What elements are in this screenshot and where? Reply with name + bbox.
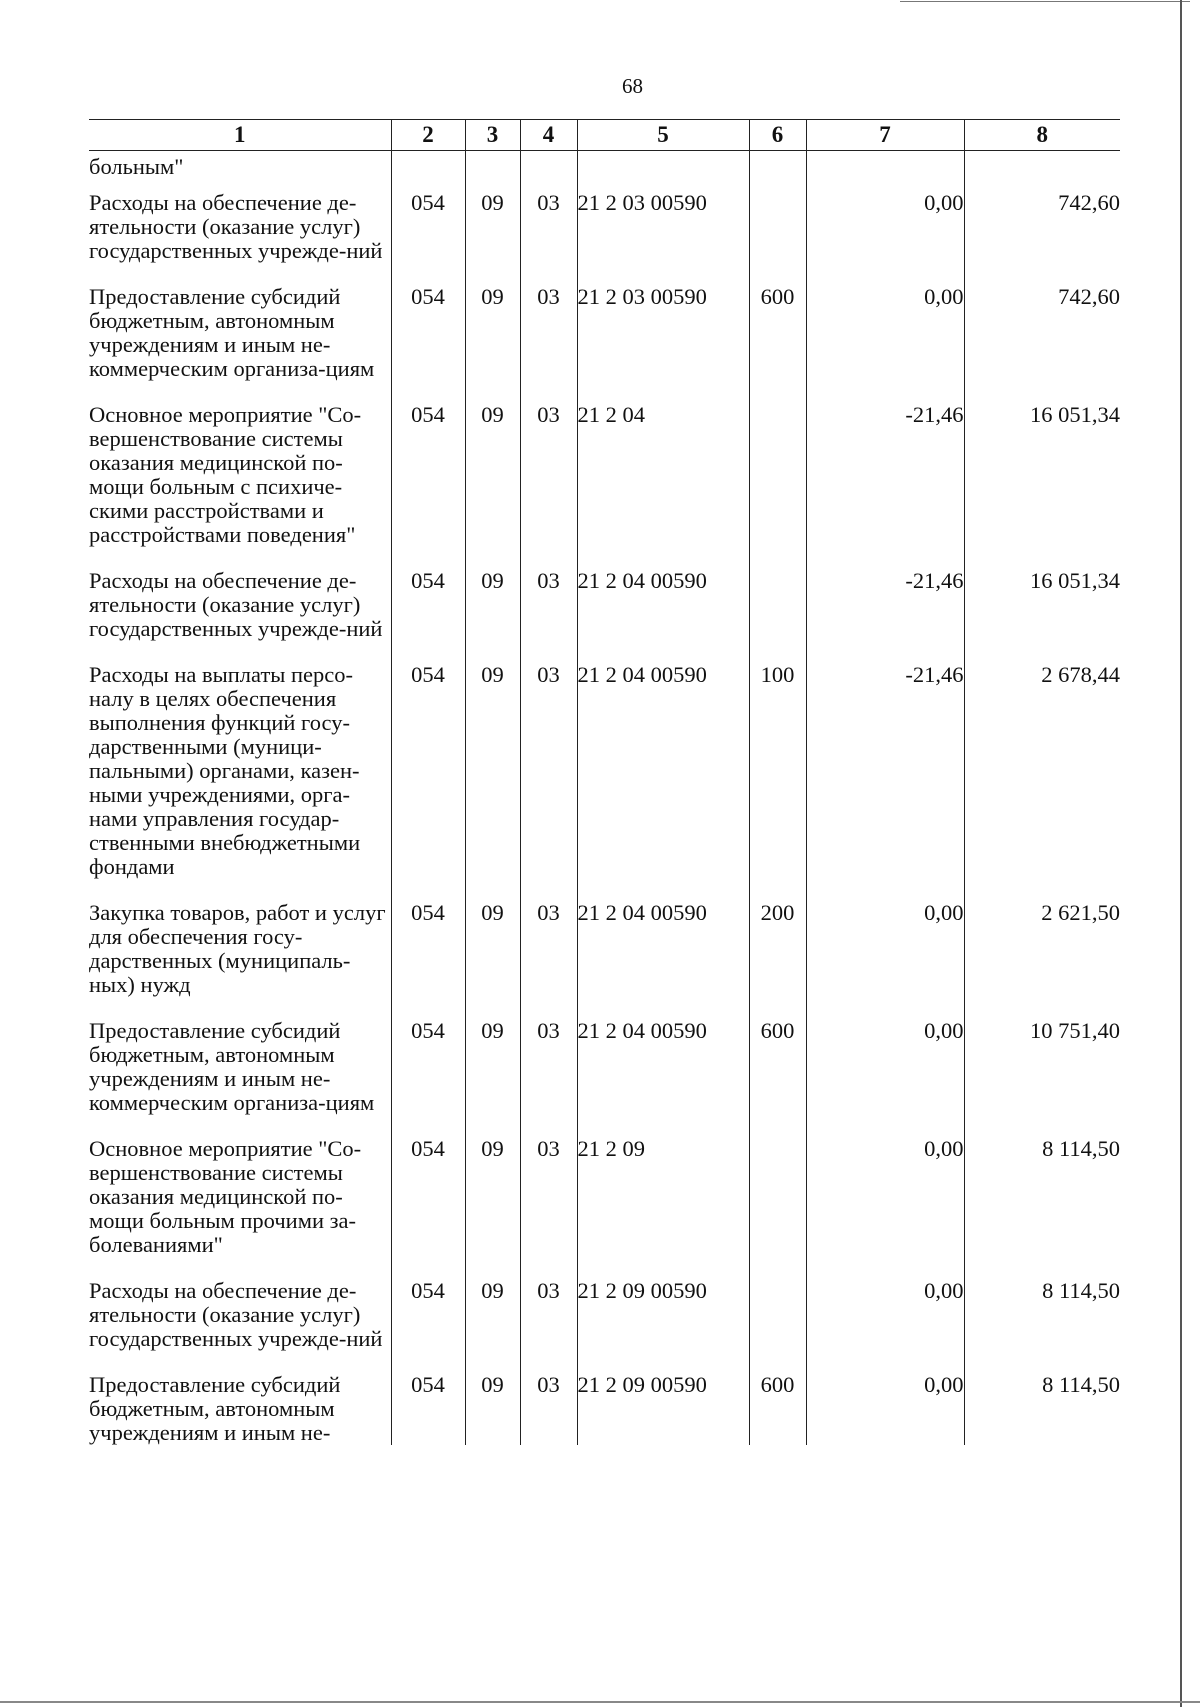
- table-row: [89, 1137, 1120, 1279]
- row-section-cell: 09: [465, 663, 520, 901]
- table-row: [89, 191, 1120, 285]
- header-cell-4: 4: [520, 120, 577, 151]
- row-name-cell: Расходы на обеспечение де-ятельности (оказание услуг) государственных учрежде-ний: [89, 569, 391, 663]
- row-name-cell: Предоставление субсидий бюджетным, автономным учреждениям и иным не-: [89, 1373, 391, 1445]
- row-grbs-code-cell: 054: [391, 1373, 465, 1445]
- row-section-cell: 09: [465, 901, 520, 1019]
- row-expense-type-cell: [749, 191, 806, 285]
- header-cell-3: 3: [465, 120, 520, 151]
- row-change-amount-cell: -21,46: [806, 569, 964, 663]
- table-body: [89, 151, 1120, 1446]
- row-expense-type-cell: 600: [749, 1373, 806, 1445]
- row-subsection-cell: 03: [520, 1137, 577, 1279]
- row-change-amount-cell: 0,00: [806, 1019, 964, 1137]
- row-grbs-code-cell: 054: [391, 191, 465, 285]
- row-grbs-code-cell: 054: [391, 569, 465, 663]
- row-name-cell: Расходы на обеспечение де-ятельности (оказание услуг) государственных учрежде-ний: [89, 191, 391, 285]
- table-row: [89, 1279, 1120, 1373]
- row-change-amount-cell: [806, 151, 964, 192]
- row-total-amount-cell: 742,60: [964, 191, 1120, 285]
- row-grbs-code-cell: 054: [391, 1137, 465, 1279]
- row-section-cell: [465, 151, 520, 192]
- row-total-amount-cell: 16 051,34: [964, 569, 1120, 663]
- row-subsection-cell: 03: [520, 1019, 577, 1137]
- row-subsection-cell: 03: [520, 569, 577, 663]
- header-row: [89, 120, 1120, 151]
- row-change-amount-cell: 0,00: [806, 285, 964, 403]
- table-row: [89, 901, 1120, 1019]
- row-target-article-cell: 21 2 04 00590: [577, 569, 749, 663]
- row-grbs-code-cell: [391, 151, 465, 192]
- table-row: [89, 151, 1120, 192]
- row-total-amount-cell: 16 051,34: [964, 403, 1120, 569]
- row-grbs-code-cell: 054: [391, 901, 465, 1019]
- scan-edge-right: [1180, 0, 1182, 1707]
- row-subsection-cell: 03: [520, 1373, 577, 1445]
- row-section-cell: 09: [465, 403, 520, 569]
- scan-edge-bottom: [0, 1701, 1200, 1703]
- row-name-cell: больным": [89, 151, 391, 192]
- row-expense-type-cell: [749, 403, 806, 569]
- row-grbs-code-cell: 054: [391, 1279, 465, 1373]
- row-name-cell: Закупка товаров, работ и услуг для обеспечения госу-дарственных (муниципаль-ных) нужд: [89, 901, 391, 1019]
- row-expense-type-cell: 600: [749, 285, 806, 403]
- row-expense-type-cell: [749, 569, 806, 663]
- row-total-amount-cell: 8 114,50: [964, 1373, 1120, 1445]
- row-grbs-code-cell: 054: [391, 403, 465, 569]
- row-total-amount-cell: 742,60: [964, 285, 1120, 403]
- row-name-cell: Основное мероприятие "Со-вершенствование системы оказания медицинской по-мощи больным прочими за-болеваниями": [89, 1137, 391, 1279]
- header-cell-7: 7: [806, 120, 964, 151]
- row-section-cell: 09: [465, 1279, 520, 1373]
- row-total-amount-cell: 2 621,50: [964, 901, 1120, 1019]
- row-subsection-cell: [520, 151, 577, 192]
- row-subsection-cell: 03: [520, 191, 577, 285]
- row-target-article-cell: 21 2 03 00590: [577, 191, 749, 285]
- row-expense-type-cell: 200: [749, 901, 806, 1019]
- row-subsection-cell: 03: [520, 285, 577, 403]
- row-section-cell: 09: [465, 1019, 520, 1137]
- row-change-amount-cell: 0,00: [806, 191, 964, 285]
- row-expense-type-cell: 100: [749, 663, 806, 901]
- row-total-amount-cell: 8 114,50: [964, 1279, 1120, 1373]
- row-target-article-cell: [577, 151, 749, 192]
- row-total-amount-cell: [964, 151, 1120, 192]
- row-section-cell: 09: [465, 569, 520, 663]
- row-target-article-cell: 21 2 03 00590: [577, 285, 749, 403]
- row-section-cell: 09: [465, 285, 520, 403]
- row-target-article-cell: 21 2 04: [577, 403, 749, 569]
- header-cell-6: 6: [749, 120, 806, 151]
- header-cell-8: 8: [964, 120, 1120, 151]
- row-total-amount-cell: 2 678,44: [964, 663, 1120, 901]
- row-grbs-code-cell: 054: [391, 663, 465, 901]
- row-name-cell: Основное мероприятие "Со-вершенствование системы оказания медицинской по-мощи больным с психиче-скими расстройствами и расстройствами поведения": [89, 403, 391, 569]
- row-total-amount-cell: 8 114,50: [964, 1137, 1120, 1279]
- row-grbs-code-cell: 054: [391, 1019, 465, 1137]
- row-target-article-cell: 21 2 09 00590: [577, 1373, 749, 1445]
- row-expense-type-cell: [749, 151, 806, 192]
- row-expense-type-cell: [749, 1279, 806, 1373]
- row-subsection-cell: 03: [520, 1279, 577, 1373]
- row-change-amount-cell: 0,00: [806, 1373, 964, 1445]
- table-row: [89, 1019, 1120, 1137]
- row-subsection-cell: 03: [520, 403, 577, 569]
- page-number: 68: [622, 74, 643, 98]
- row-name-cell: Предоставление субсидий бюджетным, автономным учреждениям и иным не-коммерческим организа-циям: [89, 285, 391, 403]
- row-change-amount-cell: 0,00: [806, 901, 964, 1019]
- table-row: [89, 285, 1120, 403]
- budget-table: [89, 119, 1120, 1445]
- row-name-cell: Расходы на обеспечение де-ятельности (оказание услуг) государственных учрежде-ний: [89, 1279, 391, 1373]
- header-cell-2: 2: [391, 120, 465, 151]
- table-row: [89, 663, 1120, 901]
- header-cell-1: 1: [89, 120, 391, 151]
- row-total-amount-cell: 10 751,40: [964, 1019, 1120, 1137]
- row-target-article-cell: 21 2 04 00590: [577, 901, 749, 1019]
- row-name-cell: Предоставление субсидий бюджетным, автономным учреждениям и иным не-коммерческим организа-циям: [89, 1019, 391, 1137]
- scan-edge-top: [900, 1, 1190, 2]
- row-target-article-cell: 21 2 04 00590: [577, 663, 749, 901]
- row-change-amount-cell: 0,00: [806, 1137, 964, 1279]
- row-change-amount-cell: 0,00: [806, 1279, 964, 1373]
- row-target-article-cell: 21 2 09 00590: [577, 1279, 749, 1373]
- row-name-cell: Расходы на выплаты персо-налу в целях обеспечения выполнения функций госу-дарственными (муници-пальными) органами, казен-ными учреждениями, орга-нами управления государ-ственными внебюджетными фондами: [89, 663, 391, 901]
- row-section-cell: 09: [465, 1137, 520, 1279]
- row-section-cell: 09: [465, 191, 520, 285]
- row-subsection-cell: 03: [520, 663, 577, 901]
- row-change-amount-cell: -21,46: [806, 663, 964, 901]
- row-subsection-cell: 03: [520, 901, 577, 1019]
- row-grbs-code-cell: 054: [391, 285, 465, 403]
- row-change-amount-cell: -21,46: [806, 403, 964, 569]
- header-cell-5: 5: [577, 120, 749, 151]
- row-target-article-cell: 21 2 04 00590: [577, 1019, 749, 1137]
- table-row: [89, 1373, 1120, 1445]
- row-target-article-cell: 21 2 09: [577, 1137, 749, 1279]
- row-section-cell: 09: [465, 1373, 520, 1445]
- row-expense-type-cell: [749, 1137, 806, 1279]
- row-expense-type-cell: 600: [749, 1019, 806, 1137]
- table-row: [89, 403, 1120, 569]
- table-row: [89, 569, 1120, 663]
